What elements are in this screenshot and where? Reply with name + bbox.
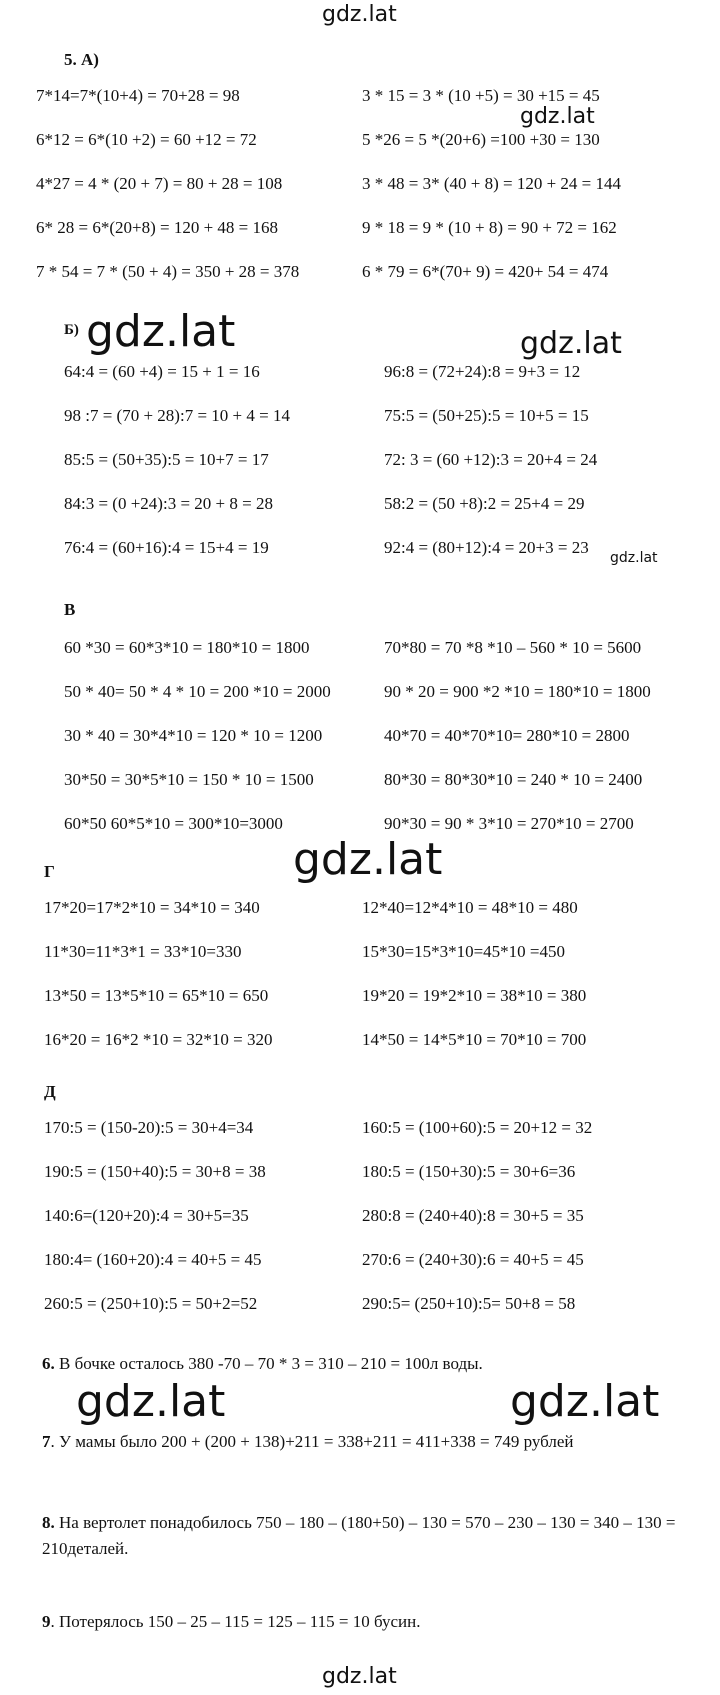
equation: 96:8 = (72+24):8 = 9+3 = 12 [384,362,581,381]
equation: 13*50 = 13*5*10 = 65*10 = 650 [44,986,269,1005]
task-9-number: 9 [42,1612,51,1631]
equation: 90 * 20 = 900 *2 *10 = 180*10 = 1800 [384,682,651,701]
equation: 92:4 = (80+12):4 = 20+3 = 23 [384,538,589,557]
equation: 84:3 = (0 +24):3 = 20 + 8 = 28 [64,494,273,513]
watermark-large: gdz.lat [510,1376,660,1427]
equation: 80*30 = 80*30*10 = 240 * 10 = 2400 [384,770,643,789]
equation: 270:6 = (240+30):6 = 40+5 = 45 [362,1250,584,1269]
task-8 [42,1510,702,1562]
task-8-number: 8. [42,1513,55,1532]
equation: 40*70 = 40*70*10= 280*10 = 2800 [384,726,630,745]
task-6-number: 6. [42,1354,55,1373]
equation: 85:5 = (50+35):5 = 10+7 = 17 [64,450,269,469]
task-7 [42,1432,702,1452]
equation: 290:5= (250+10):5= 50+8 = 58 [362,1294,576,1313]
equation: 160:5 = (100+60):5 = 20+12 = 32 [362,1118,593,1137]
equation: 14*50 = 14*5*10 = 70*10 = 700 [362,1030,587,1049]
equation: 98 :7 = (70 + 28):7 = 10 + 4 = 14 [64,406,290,425]
task-7-number: 7 [42,1432,51,1451]
section-b-heading: Б) [64,322,79,338]
equation: 50 * 40= 50 * 4 * 10 = 200 *10 = 2000 [64,682,331,701]
equation: 6* 28 = 6*(20+8) = 120 + 48 = 168 [36,218,279,237]
watermark-large: gdz.lat [76,1376,226,1427]
task-8-text: На вертолет понадобилось 750 – 180 – (180+50) – 130 = 570 – 230 – 130 = 340 – 130 = 210деталей. [42,1513,676,1558]
watermark-large: gdz.lat [293,834,443,885]
equation: 9 * 18 = 9 * (10 + 8) = 90 + 72 = 162 [362,218,617,237]
equation: 17*20=17*2*10 = 34*10 = 340 [44,898,260,917]
equation: 6 * 79 = 6*(70+ 9) = 420+ 54 = 474 [362,262,609,281]
equation: 30*50 = 30*5*10 = 150 * 10 = 1500 [64,770,314,789]
section-v-heading: В [64,600,76,619]
equation: 19*20 = 19*2*10 = 38*10 = 380 [362,986,587,1005]
equation: 7 * 54 = 7 * (50 + 4) = 350 + 28 = 378 [36,262,300,281]
task-9 [42,1612,702,1632]
task-9-text: . Потерялось 150 – 25 – 115 = 125 – 115 = 10 бусин. [50,1612,421,1631]
watermark-large: gdz.lat [86,306,236,357]
equation: 72: 3 = (60 +12):3 = 20+4 = 24 [384,450,598,469]
equation: 64:4 = (60 +4) = 15 + 1 = 16 [64,362,260,381]
equation: 75:5 = (50+25):5 = 10+5 = 15 [384,406,589,425]
equation: 7*14=7*(10+4) = 70+28 = 98 [36,86,240,105]
task-6 [42,1354,702,1374]
equation: 15*30=15*3*10=45*10 =450 [362,942,566,961]
equation: 170:5 = (150-20):5 = 30+4=34 [44,1118,254,1137]
watermark-bottom: gdz.lat [322,1664,397,1689]
equation: 260:5 = (250+10):5 = 50+2=52 [44,1294,258,1313]
task-7-text: . У мамы было 200 + (200 + 138)+211 = 338+211 = 411+338 = 749 рублей [50,1432,574,1451]
watermark-top: gdz.lat [322,2,397,27]
section-d-heading: Д [44,1082,56,1101]
equation: 11*30=11*3*1 = 33*10=330 [44,942,242,961]
watermark: gdz.lat [520,326,622,361]
equation: 4*27 = 4 * (20 + 7) = 80 + 28 = 108 [36,174,283,193]
equation: 60*50 60*5*10 = 300*10=3000 [64,814,283,833]
section-g-heading: Г [44,862,55,881]
equation: 3 * 15 = 3 * (10 +5) = 30 +15 = 45 [362,86,600,105]
equation: 190:5 = (150+40):5 = 30+8 = 38 [44,1162,266,1181]
equation: 280:8 = (240+40):8 = 30+5 = 35 [362,1206,584,1225]
equation: 60 *30 = 60*3*10 = 180*10 = 1800 [64,638,310,657]
equation: 3 * 48 = 3* (40 + 8) = 120 + 24 = 144 [362,174,622,193]
section-a-heading: 5. А) [64,50,99,69]
equation: 76:4 = (60+16):4 = 15+4 = 19 [64,538,269,557]
watermark: gdz.lat [520,104,595,129]
task-6-text: В бочке осталось 380 -70 – 70 * 3 = 310 – 210 = 100л воды. [54,1354,483,1373]
equation: 90*30 = 90 * 3*10 = 270*10 = 2700 [384,814,634,833]
watermark-small: gdz.lat [610,550,658,566]
equation: 5 *26 = 5 *(20+6) =100 +30 = 130 [362,130,600,149]
equation: 180:5 = (150+30):5 = 30+6=36 [362,1162,576,1181]
equation: 12*40=12*4*10 = 48*10 = 480 [362,898,578,917]
equation: 140:6=(120+20):4 = 30+5=35 [44,1206,249,1225]
equation: 16*20 = 16*2 *10 = 32*10 = 320 [44,1030,273,1049]
equation: 180:4= (160+20):4 = 40+5 = 45 [44,1250,262,1269]
equation: 70*80 = 70 *8 *10 – 560 * 10 = 5600 [384,638,642,657]
equation: 6*12 = 6*(10 +2) = 60 +12 = 72 [36,130,257,149]
equation: 58:2 = (50 +8):2 = 25+4 = 29 [384,494,585,513]
equation: 30 * 40 = 30*4*10 = 120 * 10 = 1200 [64,726,323,745]
